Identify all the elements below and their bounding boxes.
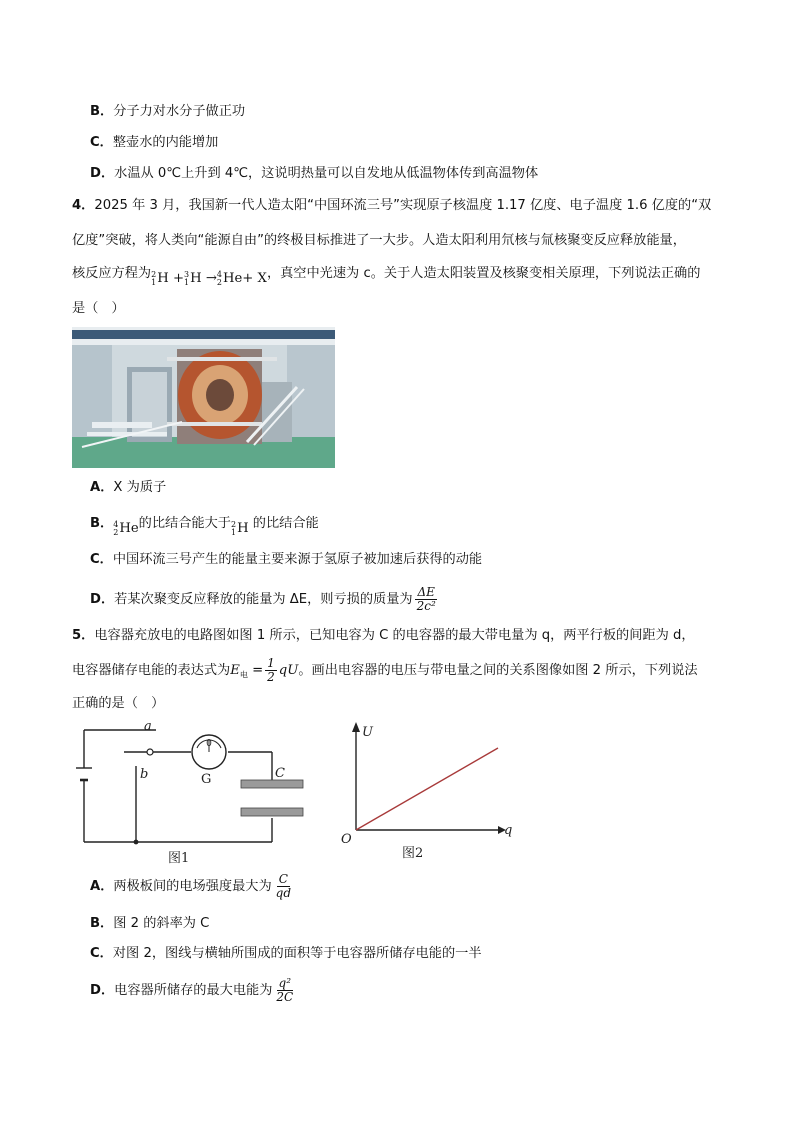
q4-stem-line1: 4．2025 年 3 月，我国新一代人造太阳“中国环流三号”实现原子核温度 1.17 亿度、电子温度 1.6 亿度的“双 xyxy=(72,198,712,213)
tokamak-photo xyxy=(72,327,335,468)
helium-nucleus: 4 2 He xyxy=(113,520,139,537)
q3-option-b: B．分子力对水分子做正功 xyxy=(90,104,246,119)
figure-1-caption: 图1 xyxy=(168,851,190,866)
q4-option-a: A．X 为质子 xyxy=(90,480,167,495)
figure-2-graph xyxy=(338,718,518,868)
q3-option-c: C．整壶水的内能增加 xyxy=(90,135,219,150)
deuterium-nucleus: 2 1 H xyxy=(230,520,249,537)
q4-option-d: D．若某次聚变反应释放的能量为 ΔE，则亏损的质量为 $\frac{\Delta E}{\text{2c²}}$ xyxy=(90,584,436,613)
axis-label-u: U xyxy=(362,725,373,740)
figure-1-circuit xyxy=(60,718,310,866)
axis-label-q: q xyxy=(504,823,513,838)
q5-option-c: C．对图 2，图线与横轴所围成的面积等于电容器所储存电能的一半 xyxy=(90,946,482,961)
label-b: b xyxy=(140,767,149,782)
q4-option-b: B． 4 2 He 的比结合能大于 2 1 H 的比结合能 xyxy=(90,516,319,537)
figure-2-caption: 图2 xyxy=(402,846,424,861)
q4-stem-line2: 亿度”突破，将人类向“能源自由”的终极目标推进了一大步。人造太阳利用氘核与氚核聚变反应释放能量， xyxy=(72,233,686,248)
q4-option-c: C．中国环流三号产生的能量主要来源于氢原子被加速后获得的动能 xyxy=(90,552,483,567)
q5-option-b: B．图 2 的斜率为 C xyxy=(90,916,210,931)
mass-defect-fraction: $\frac{\Delta E}{\text{2c²}}$ xyxy=(416,584,436,613)
q4-stem-line4: 是（ ） xyxy=(72,301,125,316)
q4-stem-line3: 核反应方程为 2 1 H + 3 1 H → 4 2 He + X ，真空中光速为 c。关于人造太阳装置及核聚变相关原理，下列说法正确的 xyxy=(72,266,701,287)
q3-option-d: D．水温从 0℃上升到 4℃，这说明热量可以自发地从低温物体传到高温物体 xyxy=(90,166,539,181)
field-strength-fraction: $\frac{C}{qd}$ xyxy=(275,871,292,900)
label-a: a xyxy=(144,719,152,734)
q5-option-d: D．电容器所储存的最大电能为 $\frac{\text{q²}}{2C}$ xyxy=(90,975,294,1004)
q5-stem-line2: 电容器储存电能的表达式为$E_电$ = $\frac{1}{2}$ qU。画出电容器的电压与带电量之间的关系图像如图 2 所示，下列说法 xyxy=(72,655,698,684)
capacitor-top-plate xyxy=(241,780,303,788)
q5-option-a: A．两极板间的电场强度最大为 $\frac{C}{qd}$ xyxy=(90,871,292,900)
label-g: G xyxy=(201,772,212,787)
svg-text:0: 0 xyxy=(206,739,212,749)
half-fraction: $\frac{1}{2}$ xyxy=(267,655,275,684)
q5-stem-line3: 正确的是（ ） xyxy=(72,696,165,711)
nuclear-equation: 2 1 H + 3 1 H → 4 2 He + X xyxy=(151,270,267,287)
q5-stem-line1: 5．电容器充放电的电路图如图 1 所示，已知电容为 C 的电容器的最大带电量为 q，两平行板的间距为 d， xyxy=(72,628,695,643)
u-q-line xyxy=(356,748,498,830)
origin-label: O xyxy=(341,832,352,847)
max-energy-fraction: $\frac{\text{q²}}{2C}$ xyxy=(276,975,294,1004)
label-c: C xyxy=(275,766,285,781)
capacitor-bottom-plate xyxy=(241,808,303,816)
